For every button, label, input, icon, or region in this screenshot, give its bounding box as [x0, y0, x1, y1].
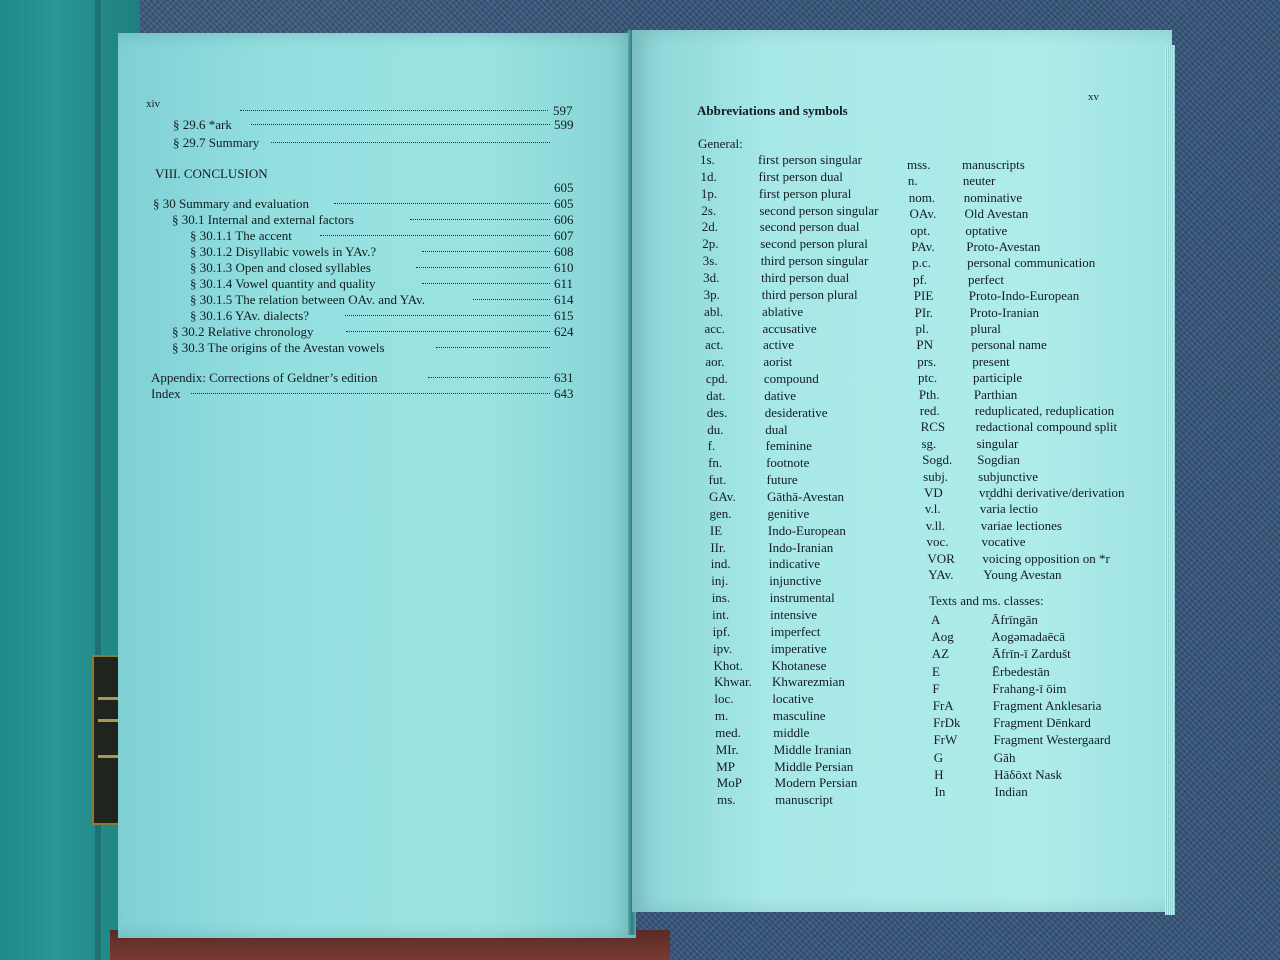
toc-label: § 30.1.3 Open and closed syllables	[190, 260, 371, 275]
toc-page-number: 631	[554, 370, 574, 385]
abbreviation-meaning: Indian	[994, 784, 1028, 799]
abbreviation: act.	[704, 337, 724, 353]
toc-label: VIII. CONCLUSION	[155, 166, 268, 181]
abbreviation: IIr.	[710, 539, 726, 555]
toc-entry	[190, 292, 590, 306]
toc-leader	[410, 219, 550, 220]
toc-leader	[428, 377, 550, 378]
abbreviation: ipf.	[712, 623, 731, 639]
toc-label: § 30.1.1 The accent	[190, 228, 292, 243]
left-page-number: xiv	[146, 98, 161, 110]
abbreviation: IE	[709, 522, 723, 538]
abbreviation-meaning: Sogdian	[977, 452, 1020, 468]
toc-page-number: 605	[554, 196, 574, 211]
abbreviation: du.	[707, 421, 724, 437]
abbreviation: Sogd.	[922, 452, 953, 468]
abbreviation: inj.	[711, 573, 729, 589]
abbreviation-meaning: plural	[970, 321, 1001, 336]
abbreviation: ipv.	[713, 640, 733, 656]
toc-entry	[190, 276, 590, 290]
toc-leader	[436, 347, 550, 348]
abbreviation-meaning: Indo-European	[767, 522, 846, 538]
abbreviation-meaning: Proto-Iranian	[969, 304, 1039, 320]
abbreviation-meaning: dative	[764, 387, 797, 403]
abbreviation: v.ll.	[925, 517, 946, 533]
abbreviation: F	[932, 680, 940, 696]
toc-page-number: 615	[554, 308, 574, 323]
abbreviation: 3p.	[703, 286, 720, 302]
toc-entry	[173, 117, 590, 131]
abbreviation: ind.	[710, 556, 731, 572]
abbreviation-meaning: Khwarezmian	[771, 674, 845, 690]
abbreviation: 2p.	[702, 236, 719, 252]
abbreviation: subj.	[923, 468, 949, 484]
abbreviation: des.	[706, 404, 728, 420]
toc-leader	[345, 315, 550, 316]
abbreviation: red.	[919, 403, 940, 418]
abbreviation-meaning: third person singular	[760, 253, 869, 269]
toc-leader	[191, 393, 550, 394]
abbreviation: Khwar.	[713, 674, 752, 690]
toc-label: § 30.1.5 The relation between OAv. and YAv.	[190, 292, 426, 307]
abbreviation: GAv.	[709, 489, 736, 504]
page-title: Abbreviations and symbols	[697, 103, 848, 118]
toc-leader	[422, 251, 550, 252]
abbreviation: sg.	[921, 435, 937, 451]
toc-leader	[334, 203, 550, 204]
page-edges	[1165, 45, 1175, 915]
toc-row: 597	[240, 103, 575, 117]
abbreviation-meaning: injunctive	[769, 573, 822, 589]
abbreviation: fut.	[708, 472, 727, 488]
toc-page-number: 614	[554, 292, 574, 307]
abbreviation-meaning: Gāthā-Avestan	[767, 489, 845, 504]
abbreviation-meaning: imperfect	[770, 623, 821, 639]
abbreviation: In	[934, 784, 946, 799]
abbreviation-meaning: Middle Persian	[774, 758, 854, 774]
abbreviation: PN	[916, 337, 933, 353]
abbreviation: opt.	[910, 222, 931, 238]
abbreviation: loc.	[714, 691, 734, 707]
abbreviation: f.	[707, 438, 716, 454]
abbreviation-meaning: second person dual	[759, 219, 860, 235]
toc-label: § 30.1.2 Disyllabic vowels in YAv.?	[190, 244, 377, 259]
abbreviation-meaning: Frahang-ī ōim	[992, 680, 1067, 696]
abbreviation: gen.	[709, 505, 732, 521]
abbreviation: FrDk	[933, 715, 961, 731]
abbreviation: int.	[712, 606, 730, 622]
toc-entry	[172, 340, 590, 354]
abbreviation: pl.	[915, 321, 929, 336]
abbreviation: n.	[907, 173, 918, 189]
toc-page-number: 643	[554, 386, 574, 401]
abbreviation: Khot.	[713, 657, 743, 673]
abbreviation: 1p.	[700, 185, 718, 201]
toc-page-number: 605	[554, 180, 574, 195]
abbreviation-meaning: Gāh	[993, 749, 1016, 765]
toc-entry	[153, 196, 590, 210]
abbreviation-meaning: Khotanese	[771, 657, 827, 673]
abbreviation-meaning: future	[766, 472, 798, 488]
abbreviation: AZ	[931, 646, 950, 662]
abbreviation-meaning: Parthian	[973, 386, 1018, 402]
abbreviation: FrW	[933, 732, 958, 748]
toc-entry	[151, 386, 590, 400]
abbreviation-meaning: Āfrīngān	[991, 612, 1038, 627]
abbreviation-meaning: optative	[965, 222, 1008, 238]
abbreviation-meaning: reduplicated, reduplication	[974, 403, 1115, 418]
toc-entry	[173, 135, 590, 149]
toc-label: § 30.1 Internal and external factors	[172, 212, 354, 227]
abbreviation-meaning: compound	[763, 371, 819, 387]
toc-label: § 30.1.4 Vowel quantity and quality	[190, 276, 376, 291]
abbreviation: aor.	[705, 354, 725, 370]
abbreviation: v.l.	[924, 501, 941, 517]
abbreviation-meaning: second person singular	[759, 202, 879, 218]
toc-page-number: 599	[554, 117, 574, 132]
abbreviation-meaning: dual	[765, 421, 788, 437]
abbreviation-meaning: vocative	[981, 534, 1026, 550]
toc-label: Index	[151, 386, 181, 401]
abbreviation: pf.	[912, 271, 928, 287]
toc-entry	[190, 228, 590, 242]
abbreviation-meaning: third person dual	[761, 269, 850, 285]
abbreviation-meaning: active	[762, 337, 794, 353]
abbreviation-meaning: nominative	[963, 189, 1023, 205]
toc-page-number: 606	[554, 212, 574, 227]
abbreviation: prs.	[917, 353, 937, 369]
abbreviation-meaning: indicative	[768, 556, 821, 572]
abbreviation: 3d.	[703, 269, 720, 285]
abbreviation: ptc.	[918, 370, 938, 386]
abbreviation-meaning: masculine	[772, 708, 826, 724]
abbreviation: 3s.	[702, 253, 718, 269]
abbreviation-meaning: first person singular	[758, 152, 862, 167]
abbreviation-meaning: desiderative	[764, 404, 828, 420]
toc-label: § 30.3 The origins of the Avestan vowels	[172, 340, 385, 355]
toc-page-number: 624	[554, 324, 574, 339]
abbreviation: G	[933, 749, 944, 765]
abbreviation-meaning: Āfrīn-ī Zardušt	[991, 646, 1071, 662]
abbreviation-meaning: Fragment Dēnkard	[993, 715, 1091, 731]
toc-entry	[172, 212, 590, 226]
abbreviation-meaning: imperative	[771, 640, 827, 656]
abbreviation: RCS	[920, 419, 946, 435]
abbreviation-meaning: voicing opposition on *r	[982, 550, 1110, 566]
toc-entry	[190, 260, 590, 274]
abbreviation: cpd.	[705, 371, 728, 387]
toc-page-number: 611	[554, 276, 574, 291]
abbreviation-meaning: middle	[773, 724, 810, 740]
toc-leader	[320, 235, 550, 236]
abbreviation-meaning: Hāδōxt Nask	[994, 766, 1063, 782]
abbreviation: E	[932, 663, 940, 679]
abbreviation: FrA	[932, 698, 954, 713]
abbreviation-meaning: Fragment Westergaard	[993, 732, 1111, 748]
toc-label: § 30.2 Relative chronology	[172, 324, 314, 339]
abbreviation-meaning: participle	[973, 370, 1023, 386]
abbreviation: ms.	[717, 792, 736, 808]
toc-leader	[416, 267, 550, 268]
toc-label: § 29.7 Summary	[173, 135, 260, 150]
abbreviation: 2s.	[701, 202, 717, 218]
abbreviation-meaning: present	[972, 353, 1010, 369]
abbreviation-meaning: Proto-Indo-European	[968, 288, 1080, 304]
toc-entry	[155, 166, 590, 180]
abbreviation-meaning: Young Avestan	[983, 567, 1062, 582]
abbreviation-meaning: manuscripts	[962, 157, 1025, 172]
toc-entry	[190, 244, 590, 258]
right-page-number: xv	[1088, 91, 1099, 103]
abbreviation-meaning: accusative	[762, 320, 817, 336]
abbreviation: Pth.	[918, 386, 940, 402]
abbreviation: p.c.	[912, 255, 931, 271]
toc-entry	[151, 370, 590, 384]
abbreviation: abl.	[704, 303, 724, 319]
toc-page-number: 608	[554, 244, 574, 259]
abbreviation: A	[931, 612, 941, 627]
abbreviation-meaning: varia lectio	[979, 501, 1038, 517]
abbreviation: Aog	[931, 629, 954, 645]
abbreviation: nom.	[908, 189, 936, 205]
abbreviation-meaning: first person dual	[758, 168, 843, 184]
abbreviation-meaning: footnote	[766, 455, 810, 471]
abbreviation-meaning: Ērbedestān	[992, 663, 1050, 679]
general-heading: General:	[698, 136, 743, 151]
abbreviation-meaning: Modern Persian	[774, 775, 858, 791]
abbreviation-meaning: feminine	[765, 438, 812, 454]
toc-page-number: 607	[554, 228, 574, 243]
abbreviation-meaning: Proto-Avestan	[966, 239, 1041, 254]
texts-heading: Texts and ms. classes:	[929, 593, 1044, 608]
abbreviation: VOR	[927, 550, 955, 566]
toc-label: Appendix: Corrections of Geldner’s edition	[151, 370, 378, 385]
abbreviation-meaning: neuter	[962, 173, 996, 189]
abbreviation-meaning: Middle Iranian	[773, 741, 852, 757]
abbreviation-meaning: perfect	[967, 271, 1005, 287]
abbreviation: 1s.	[700, 152, 715, 167]
toc-leader	[271, 142, 550, 143]
abbreviation: MIr.	[715, 741, 739, 757]
abbreviation: acc.	[704, 320, 726, 336]
abbreviation-meaning: locative	[772, 691, 814, 707]
abbreviation: PIr.	[914, 304, 934, 320]
toc-label: § 29.6 *ark	[173, 117, 232, 132]
abbreviation-meaning: ablative	[762, 303, 804, 319]
toc-entry	[190, 308, 590, 322]
abbreviation-meaning: first person plural	[758, 185, 852, 201]
toc-leader	[422, 283, 550, 284]
abbreviation: H	[934, 766, 944, 782]
abbreviation-meaning: Fragment Anklesaria	[992, 698, 1102, 713]
toc-label: § 30.1.6 YAv. dialects?	[190, 308, 310, 323]
abbreviation-meaning: manuscript	[775, 792, 833, 808]
abbreviation-meaning: Aogəmadaēcā	[991, 629, 1065, 645]
abbreviation: PAv.	[911, 239, 935, 254]
toc-entry	[172, 324, 590, 338]
abbreviation: VD	[924, 485, 943, 500]
toc-leader	[251, 124, 550, 125]
abbreviation-meaning: aorist	[763, 354, 793, 370]
abbreviation: PIE	[913, 288, 934, 304]
abbreviation: m.	[714, 708, 729, 724]
abbreviation: dat.	[706, 387, 726, 403]
abbreviation-meaning: redactional compound split	[975, 419, 1118, 435]
abbreviation: YAv.	[928, 567, 954, 582]
abbreviation-meaning: third person plural	[761, 286, 858, 302]
abbreviation: MP	[716, 758, 735, 774]
abbreviation-meaning: Old Avestan	[964, 206, 1029, 222]
toc-page-number: 610	[554, 260, 574, 275]
abbreviation-meaning: Indo-Iranian	[768, 539, 834, 555]
abbreviation: med.	[715, 724, 741, 740]
abbreviation-meaning: personal name	[971, 337, 1047, 353]
toc-leader	[346, 331, 550, 332]
abbreviation: 2d.	[701, 219, 719, 235]
abbreviation-meaning: genitive	[767, 505, 810, 521]
abbreviation: MoP	[716, 775, 742, 791]
abbreviation: OAv.	[909, 206, 937, 222]
abbreviation: fn.	[708, 455, 723, 471]
abbreviation-meaning: second person plural	[760, 236, 868, 252]
abbreviation-meaning: subjunctive	[978, 468, 1039, 484]
toc-label: § 30 Summary and evaluation	[153, 196, 309, 211]
abbreviation: mss.	[907, 157, 931, 172]
abbreviation-meaning: variae lectiones	[980, 517, 1062, 533]
toc-leader	[473, 299, 550, 300]
abbreviation: voc.	[926, 534, 949, 550]
abbreviation-meaning: vr̥ddhi derivative/derivation	[979, 485, 1125, 500]
abbreviation-meaning: intensive	[770, 606, 818, 622]
abbreviation-meaning: personal communication	[967, 255, 1096, 271]
abbreviation-meaning: singular	[976, 435, 1019, 451]
abbreviation: ins.	[711, 590, 731, 606]
abbreviation-meaning: instrumental	[769, 590, 835, 606]
abbreviation: 1d.	[700, 168, 717, 184]
